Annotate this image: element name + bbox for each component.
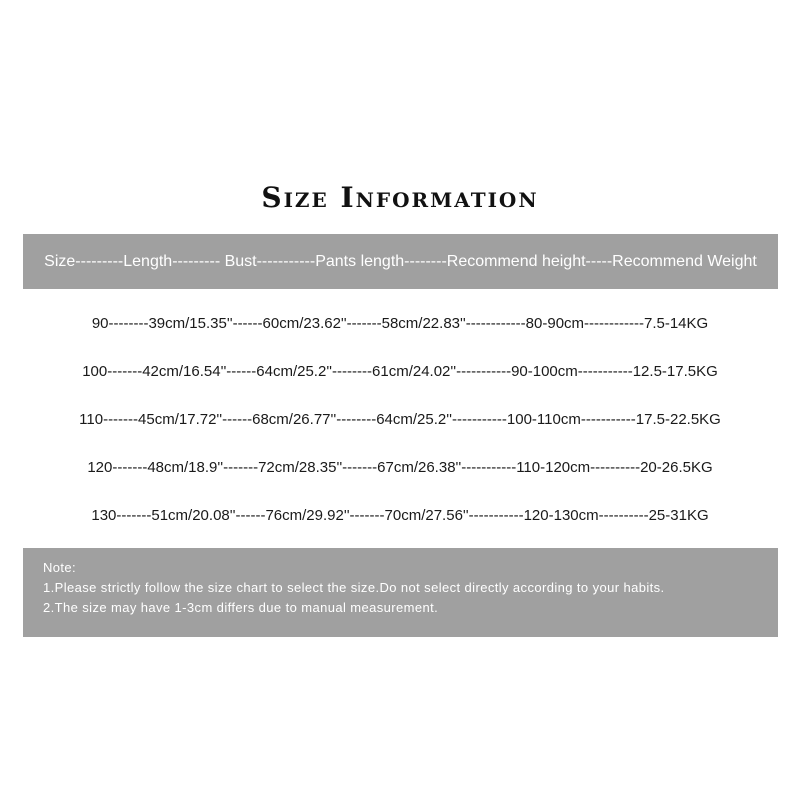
size-row-100: 100-------42cm/16.54''------64cm/25.2''--------61cm/24.02''-----------90-100cm-----------12.5-17.5KG xyxy=(82,363,718,380)
note-label: Note: xyxy=(43,560,77,575)
note-box xyxy=(23,548,778,637)
size-row-120: 120-------48cm/18.9''-------72cm/28.35''-------67cm/26.38''-----------110-120cm----------20-26.5KG xyxy=(87,459,713,476)
note-line-1: 1.Please strictly follow the size chart to select the size.Do not select directly according to your habits. xyxy=(43,580,665,595)
note-line-2: 2.The size may have 1-3cm differs due to manual measurement. xyxy=(43,600,439,615)
size-row-130: 130-------51cm/20.08''------76cm/29.92''-------70cm/27.56''-----------120-130cm----------25-31KG xyxy=(91,507,709,524)
size-row-90: 90--------39cm/15.35''------60cm/23.62''-------58cm/22.83''------------80-90cm------------7.5-14KG xyxy=(91,315,709,332)
size-row-110: 110-------45cm/17.72''------68cm/26.77''--------64cm/25.2''-----------100-110cm-----------17.5-22.5KG xyxy=(79,411,721,428)
size-table-header: Size---------Length--------- Bust-----------Pants length--------Recommend height-----Recommend Weight xyxy=(23,234,778,289)
page-title: Size Information xyxy=(261,181,539,214)
